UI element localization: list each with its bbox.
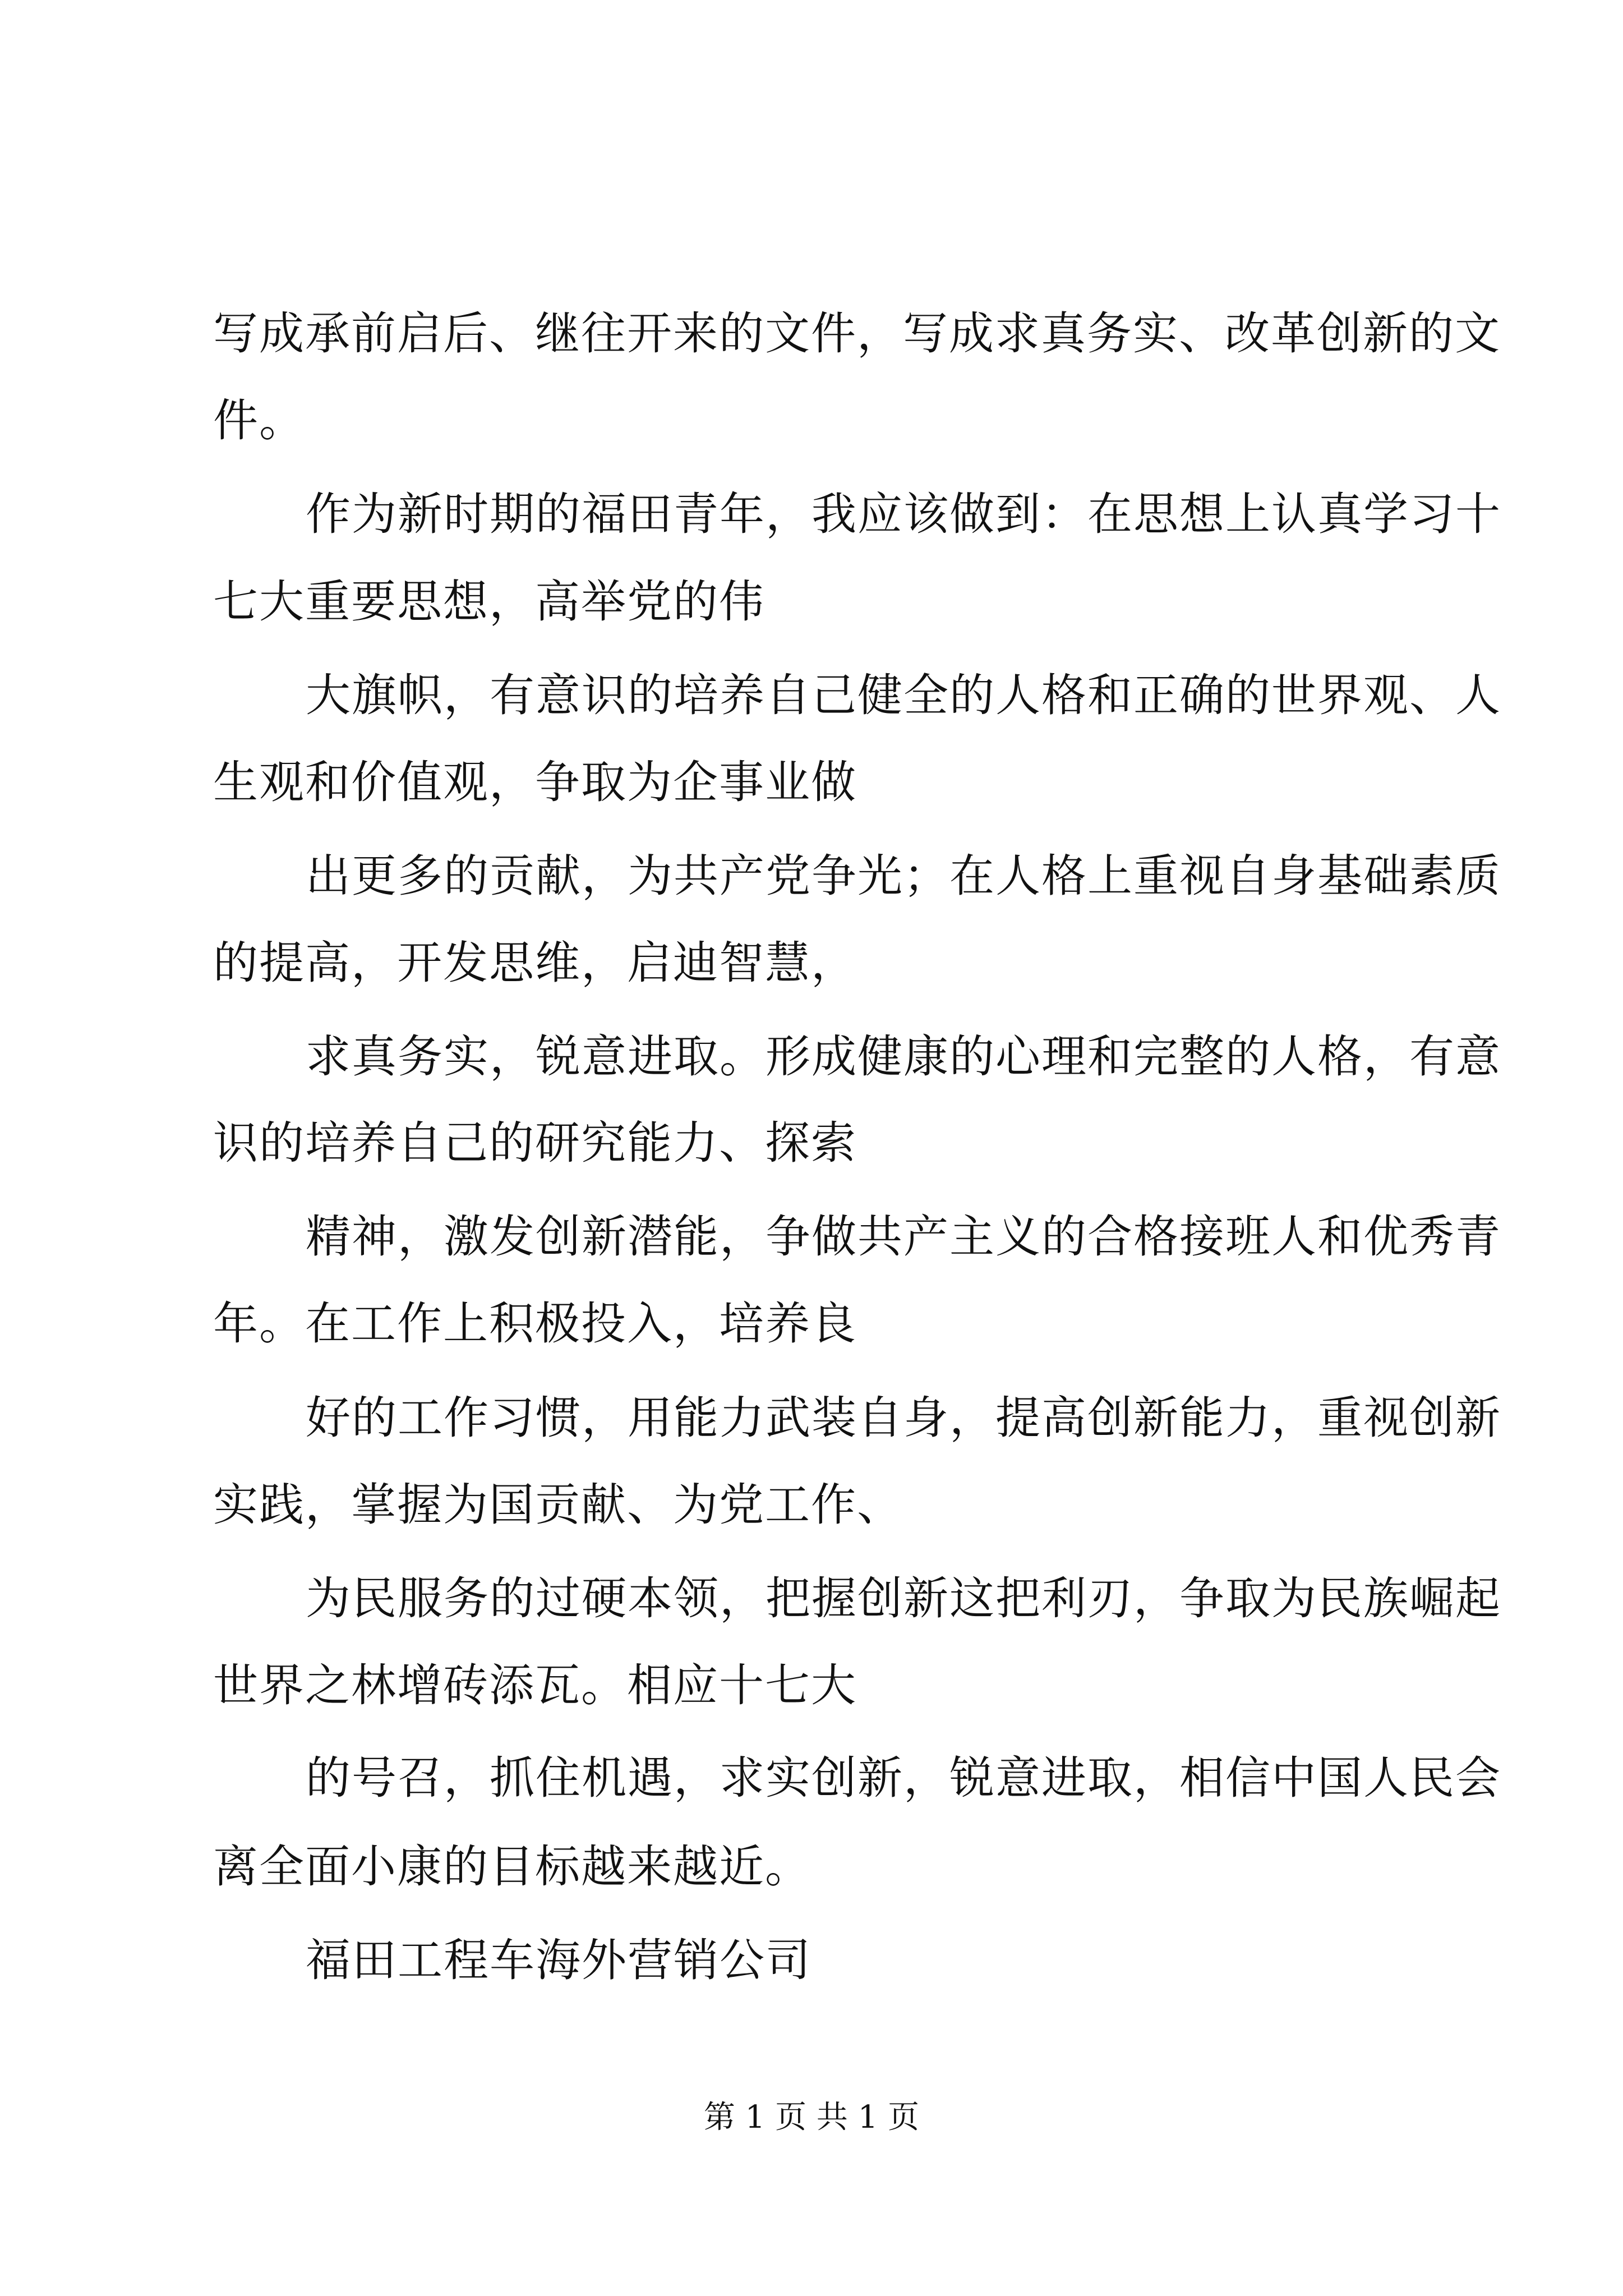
text-line-4: 七大重要思想，高举党的伟 [213,576,765,628]
text-line-6: 生观和价值观，争取为企事业做 [213,756,857,808]
text-line-7: 出更多的贡献，为共产党争光；在人格上重视自身基础素质 [306,850,1501,902]
text-line-18: 离全面小康的目标越来越近。 [213,1841,811,1893]
text-line-12: 年。在工作上积极投入，培养良 [213,1297,857,1350]
text-line-17: 的号召，抓住机遇，求实创新，锐意进取，相信中国人民会 [306,1752,1501,1804]
text-line-10: 识的培养自己的研究能力、探索 [213,1117,857,1169]
text-line-14: 实践，掌握为国贡献、为党工作、 [213,1479,903,1531]
text-line-2: 件。 [213,394,305,447]
text-line-11: 精神，激发创新潜能，争做共产主义的合格接班人和优秀青 [306,1211,1501,1263]
text-line-3: 作为新时期的福田青年，我应该做到：在思想上认真学习十 [306,488,1501,540]
page-footer: 第 1 页 共 1 页 [703,2099,920,2136]
text-line-5: 大旗帜，有意识的培养自己健全的人格和正确的世界观、人 [306,669,1501,721]
text-line-1: 写成承前启后、继往开来的文件，写成求真务实、改革创新的文 [213,307,1501,360]
text-line-16: 世界之林增砖添瓦。相应十七大 [213,1659,857,1711]
text-line-13: 好的工作习惯，用能力武装自身，提高创新能力，重视创新 [306,1392,1501,1444]
text-line-9: 求真务实，锐意进取。形成健康的心理和完整的人格，有意 [306,1030,1501,1083]
text-line-8: 的提高，开发思维，启迪智慧， [213,937,857,989]
signature-line: 福田工程车海外营销公司 [306,1934,811,1986]
text-line-15: 为民服务的过硬本领，把握创新这把利刃，争取为民族崛起 [306,1572,1501,1625]
